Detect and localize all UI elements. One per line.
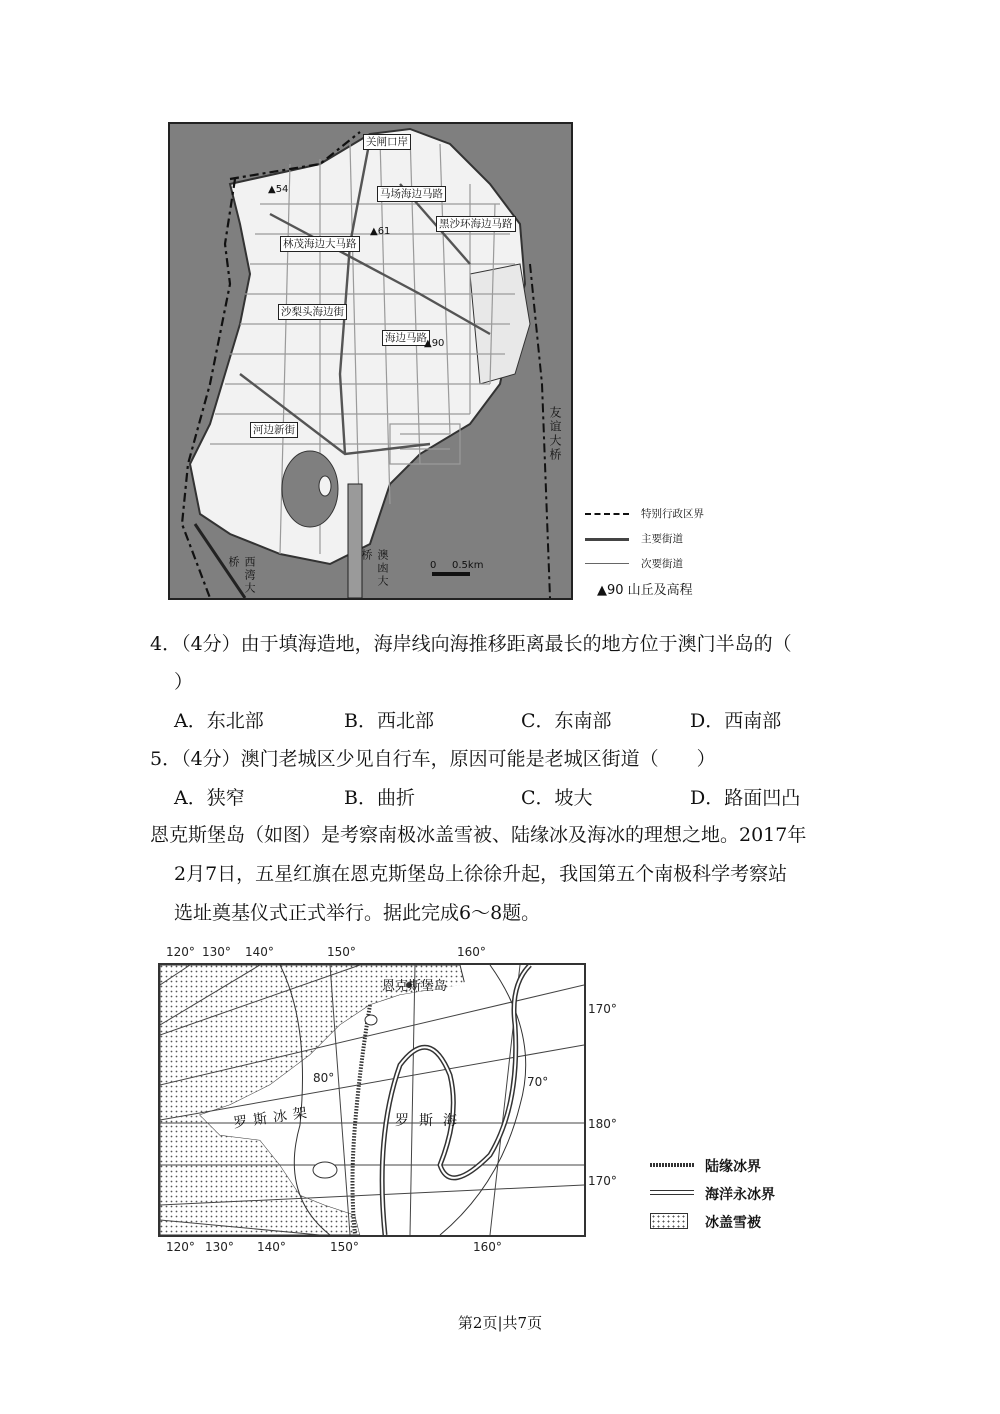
antarctic-map-drawing [160, 965, 584, 1235]
lat-label-70: 70° [527, 1075, 549, 1089]
q5-option-d[interactable]: D．路面凹凸 [690, 787, 801, 809]
intro-line3: 选址奠基仪式正式举行。据此完成6～8题。 [174, 902, 541, 924]
legend-minor-street [585, 555, 735, 573]
label-youyi-bridge: 友谊大桥 [548, 406, 562, 462]
label-shali: 沙梨头海边街 [278, 304, 347, 320]
lat-label-80: 80° [313, 1071, 335, 1085]
shelf-edge-swatch [650, 1163, 694, 1167]
legend-shelf-edge-label: 陆缘冰界 [705, 1159, 761, 1175]
elevation-54: ▲54 [268, 184, 289, 195]
top-degree-120: 120° [166, 945, 195, 959]
macau-map-drawing [170, 124, 571, 598]
q5-stem: 5．（4分）澳门老城区少见自行车，原因可能是老城区街道（ ） [150, 748, 716, 770]
bottom-degree-140: 140° [257, 1240, 286, 1254]
sea-ice-swatch [650, 1190, 694, 1195]
label-guanzha: 关闸口岸 [363, 134, 411, 150]
scale-zero: 0 [430, 560, 437, 571]
elevation-90: ▲90 [424, 338, 445, 349]
q5-option-c[interactable]: C．坡大 [521, 787, 593, 809]
label-hebian: 河边新街 [250, 422, 298, 438]
label-machang: 马场海边马路 [377, 186, 446, 202]
bottom-degree-150: 150° [330, 1240, 359, 1254]
q5-option-a[interactable]: A．狭窄 [174, 787, 245, 809]
q5-option-b[interactable]: B．曲折 [344, 787, 415, 809]
intro-line1: 恩克斯堡岛（如图）是考察南极冰盖雪被、陆缘冰及海冰的理想之地。2017年 [150, 824, 807, 846]
scale-distance: 0.5km [452, 560, 484, 571]
page-footer: 第2页|共7页 [457, 1314, 543, 1332]
boundary-swatch [585, 513, 629, 515]
q4-option-d[interactable]: D．西南部 [690, 710, 782, 732]
legend-ice-cover-label: 冰盖雪被 [705, 1215, 761, 1231]
intro-line2: 2月7日，五星红旗在恩克斯堡岛上徐徐升起，我国第五个南极科学考察站 [174, 863, 788, 885]
legend-main-street [585, 530, 735, 548]
legend-elevation: ▲90 山丘及高程 [597, 583, 693, 598]
legend-main-street-label: 主要街道 [641, 533, 683, 545]
q4-option-a[interactable]: A．东北部 [174, 710, 264, 732]
label-heisha: 黑沙环海边马路 [436, 216, 516, 232]
legend-shelf-edge [650, 1155, 850, 1177]
top-degree-130: 130° [202, 945, 231, 959]
legend-boundary-label: 特别行政区界 [641, 508, 704, 520]
top-degree-150: 150° [327, 945, 356, 959]
label-linmao: 林茂海边大马路 [280, 236, 360, 252]
label-haibian: 海边马路 [382, 330, 430, 346]
label-xiwan-bridge: 西湾大桥 [227, 556, 256, 595]
legend-ice-cover [650, 1211, 850, 1233]
right-degree-180: 180° [588, 1117, 617, 1131]
right-degree-170-bottom: 170° [588, 1174, 617, 1188]
top-degree-160: 160° [457, 945, 486, 959]
macau-map-legend [585, 505, 735, 601]
ice-cover-swatch [650, 1213, 688, 1229]
bottom-degree-130: 130° [205, 1240, 234, 1254]
top-degree-140: 140° [245, 945, 274, 959]
label-aoao-bridge: 澳凼大桥 [360, 549, 389, 588]
q4-option-b[interactable]: B．西北部 [344, 710, 434, 732]
macau-map [168, 122, 573, 600]
legend-sea-ice-label: 海洋永冰界 [705, 1187, 775, 1203]
main-street-swatch [585, 538, 629, 541]
label-ross-ice-shelf: 罗斯冰架 [232, 1104, 314, 1132]
q4-stem-line1: 4．（4分）由于填海造地，海岸线向海推移距离最长的地方位于澳门半岛的（ [150, 633, 792, 655]
legend-minor-street-label: 次要街道 [641, 558, 683, 570]
bottom-degree-160: 160° [473, 1240, 502, 1254]
minor-street-swatch [585, 563, 629, 564]
bottom-degree-120: 120° [166, 1240, 195, 1254]
antarctic-map [158, 963, 586, 1237]
antarctic-map-legend [650, 1155, 850, 1235]
q4-stem-line2: ） [174, 671, 194, 693]
label-ross-sea: 罗斯海 [395, 1113, 467, 1129]
q4-option-c[interactable]: C．东南部 [521, 710, 612, 732]
elevation-61: ▲61 [370, 226, 391, 237]
legend-sea-ice [650, 1183, 850, 1205]
legend-boundary [585, 505, 735, 523]
label-inexpressible-island: 恩克斯堡岛 [382, 979, 448, 994]
right-degree-170-top: 170° [588, 1002, 617, 1016]
